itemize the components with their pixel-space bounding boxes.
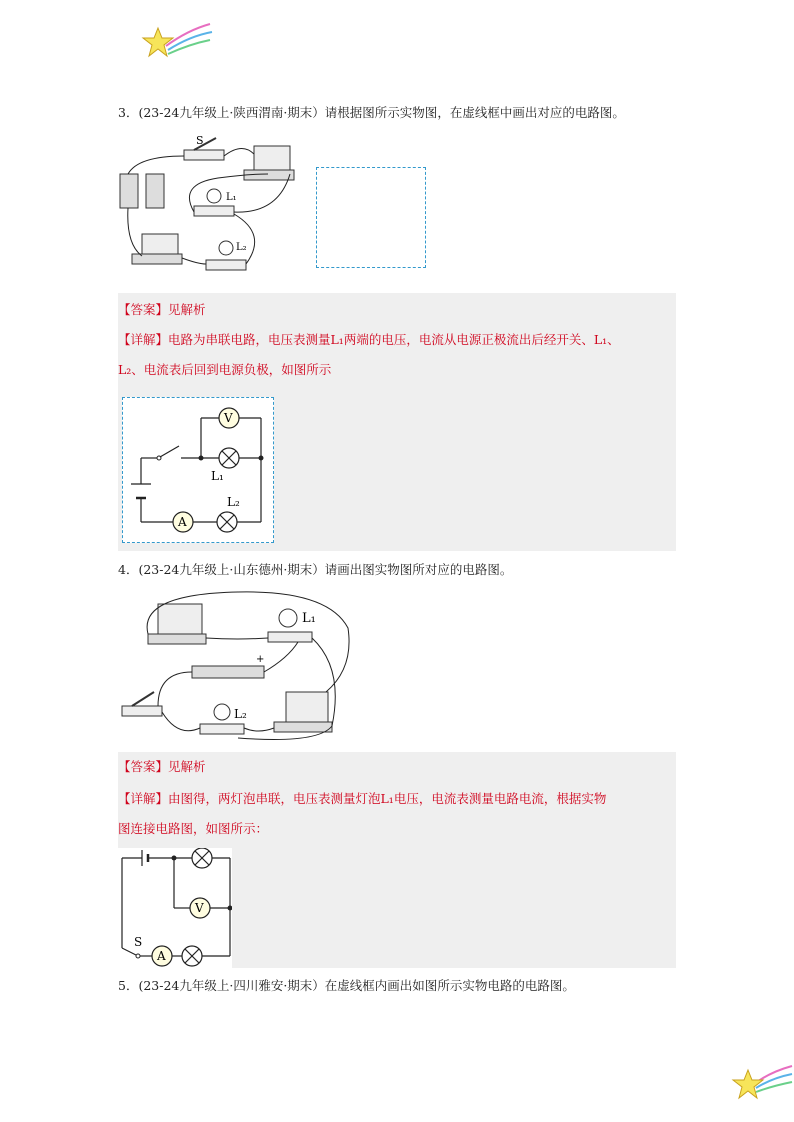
ammeter-symbol: A — [178, 515, 187, 529]
answer-drawing-box — [316, 167, 426, 268]
detail-text-line-1: 【详解】由图得，两灯泡串联，电压表测量灯泡L₁电压，电流表测量电路电流，根据实物 — [118, 791, 607, 806]
question-5-text: 5．(23-24九年级上·四川雅安·期末）在虚线框内画出如图所示实物电路的电路图。 — [118, 978, 575, 993]
shooting-star-icon — [138, 16, 218, 62]
label-L2: L₂ — [227, 495, 240, 509]
label-lamp1-q4: L₁ — [302, 611, 316, 626]
question-3-text: 3．(23-24九年级上·陕西渭南·期末）请根据图所示实物图，在虚线框中画出对应的电路图。 — [118, 105, 625, 120]
detail-text-line-2: 图连接电路图，如图所示： — [118, 821, 269, 836]
answer-panel-q4 — [118, 752, 676, 968]
label-switch-q4: S — [134, 935, 143, 949]
detail-text-line-2: L₂、电流表后回到电源负极，如图所示 — [118, 362, 332, 377]
label-lamp1: L₁ — [226, 192, 237, 203]
voltmeter-symbol-q4: V — [195, 901, 204, 915]
answer-label: 【答案】见解析 — [118, 759, 206, 774]
label-switch: S — [196, 134, 204, 147]
question-4-text: 4．(23-24九年级上·山东德州·期末）请画出图实物图所对应的电路图。 — [118, 562, 513, 577]
question-4-physical-circuit-figure — [118, 588, 354, 744]
shooting-star-icon — [730, 1058, 794, 1104]
solution-circuit-diagram-q4 — [118, 848, 232, 968]
voltmeter-symbol: V — [224, 411, 233, 425]
detail-text-line-1: 【详解】电路为串联电路，电压表测量L₁两端的电压，电流从电源正极流出后经开关、L₁、 — [118, 332, 620, 347]
answer-label: 【答案】见解析 — [118, 302, 206, 317]
solution-circuit-diagram-q3 — [122, 397, 274, 543]
label-L1: L₁ — [211, 469, 224, 483]
label-lamp2: L₂ — [236, 242, 247, 253]
label-plus: + — [256, 654, 265, 665]
ammeter-symbol-q4: A — [157, 949, 166, 963]
question-3-physical-circuit-figure — [118, 134, 308, 276]
answer-panel-q3 — [118, 293, 676, 551]
label-lamp2-q4: L₂ — [234, 707, 247, 721]
